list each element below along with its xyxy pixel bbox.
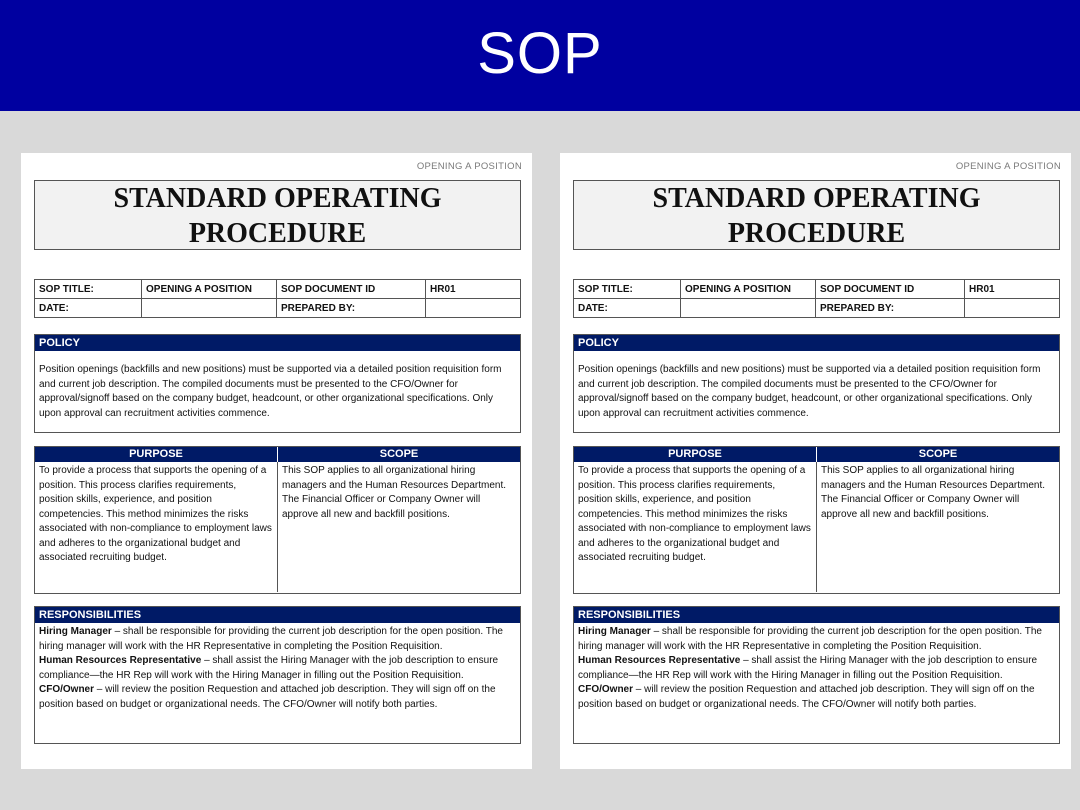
responsibility-role: Hiring Manager (578, 626, 651, 637)
responsibilities-heading: RESPONSIBILITIES (35, 607, 520, 623)
responsibility-item (578, 683, 1055, 712)
responsibility-text: – will review the position Requestion and attached job description. They will sign off on the position based on budget or organizational needs. The CFO/Owner will notify both parties. (39, 684, 496, 710)
sop-title-value: OPENING A POSITION (681, 280, 816, 299)
policy-heading: POLICY (35, 335, 520, 351)
responsibility-role: CFO/Owner (578, 684, 634, 695)
responsibilities-section (34, 606, 521, 744)
purpose-scope-section (34, 446, 521, 594)
title-line-2: PROCEDURE (727, 218, 906, 249)
policy-heading: POLICY (574, 335, 1059, 351)
scope-heading: SCOPE (278, 447, 520, 462)
scope-text: This SOP applies to all organizational hiring managers and the Human Resources Department. The Financial Officer or Company Owner will approve all new and backfill positions. (282, 465, 507, 520)
responsibility-item (39, 625, 516, 654)
responsibility-text: – shall be responsible for providing the current job description for the open position. The hiring manager will work with the HR Representative in completing the Position Requisition. (578, 626, 1042, 652)
policy-text: Position openings (backfills and new positions) must be supported via a detailed position requisition form and current job description. The compiled documents must be presented to the CFO/Owner for approval/signoff based on the company budget, headcount, or other organizational specifications. Only upon approval can recruitment activities commence. (39, 364, 502, 419)
policy-section (34, 334, 521, 433)
policy-text: Position openings (backfills and new positions) must be supported via a detailed position requisition form and current job description. The compiled documents must be presented to the CFO/Owner for approval/signoff based on the company budget, headcount, or other organizational specifications. Only upon approval can recruitment activities commence. (578, 364, 1041, 419)
scope-heading: SCOPE (817, 447, 1059, 462)
responsibilities-heading: RESPONSIBILITIES (574, 607, 1059, 623)
responsibility-text: – shall assist the Hiring Manager with the job description to ensure compliance—the HR Rep will work with the Hiring Manager in filling out the Position Requisition. (39, 655, 499, 681)
responsibility-text: – shall assist the Hiring Manager with the job description to ensure compliance—the HR Rep will work with the Hiring Manager in filling out the Position Requisition. (578, 655, 1038, 681)
title-line-1: STANDARD OPERATING (113, 183, 442, 214)
responsibility-role: Human Resources Representative (578, 655, 741, 666)
date-value (681, 299, 816, 318)
prepared-by-label: PREPARED BY: (277, 299, 426, 318)
date-value (142, 299, 277, 318)
policy-section (573, 334, 1060, 433)
sop-title-value: OPENING A POSITION (142, 280, 277, 299)
date-label: DATE: (574, 299, 681, 318)
purpose-text: To provide a process that supports the opening of a position. This process clarifies requirements, position skills, experience, and position competencies. This method minimizes the risks associated with non-compliance to employment laws and adheres to the organizational budget and associated recruiting budget. (574, 462, 817, 592)
header-label: OPENING A POSITION (416, 161, 522, 172)
responsibility-item (578, 625, 1055, 654)
doc-id-label: SOP DOCUMENT ID (277, 280, 426, 299)
responsibility-role: CFO/Owner (39, 684, 95, 695)
prepared-by-value (965, 299, 1060, 318)
info-table (573, 279, 1060, 318)
info-table (34, 279, 521, 318)
prepared-by-label: PREPARED BY: (816, 299, 965, 318)
purpose-text: To provide a process that supports the opening of a position. This process clarifies requirements, position skills, experience, and position competencies. This method minimizes the risks associated with non-compliance to employment laws and adheres to the organizational budget and associated recruiting budget. (35, 462, 278, 592)
sop-page-right (560, 153, 1071, 769)
doc-id-label: SOP DOCUMENT ID (816, 280, 965, 299)
responsibility-item (578, 654, 1055, 683)
purpose-heading: PURPOSE (35, 447, 278, 462)
purpose-scope-section (573, 446, 1060, 594)
responsibilities-section (573, 606, 1060, 744)
title-line-1: STANDARD OPERATING (652, 183, 981, 214)
title-line-2: PROCEDURE (188, 218, 367, 249)
sop-title-label: SOP TITLE: (35, 280, 142, 299)
responsibility-role: Hiring Manager (39, 626, 112, 637)
document-title (34, 180, 521, 250)
sop-page-left (21, 153, 532, 769)
responsibility-text: – shall be responsible for providing the current job description for the open position. The hiring manager will work with the HR Representative in completing the Position Requisition. (39, 626, 503, 652)
doc-id-value: HR01 (426, 280, 521, 299)
header-label: OPENING A POSITION (955, 161, 1061, 172)
doc-id-value: HR01 (965, 280, 1060, 299)
responsibility-role: Human Resources Representative (39, 655, 202, 666)
banner-title: SOP (477, 21, 603, 86)
sop-title-label: SOP TITLE: (574, 280, 681, 299)
responsibility-text: – will review the position Requestion and attached job description. They will sign off on the position based on budget or organizational needs. The CFO/Owner will notify both parties. (578, 684, 1035, 710)
date-label: DATE: (35, 299, 142, 318)
document-title (573, 180, 1060, 250)
scope-text: This SOP applies to all organizational hiring managers and the Human Resources Department. The Financial Officer or Company Owner will approve all new and backfill positions. (821, 465, 1046, 520)
responsibility-item (39, 683, 516, 712)
purpose-heading: PURPOSE (574, 447, 817, 462)
responsibility-item (39, 654, 516, 683)
banner (0, 0, 1080, 111)
prepared-by-value (426, 299, 521, 318)
